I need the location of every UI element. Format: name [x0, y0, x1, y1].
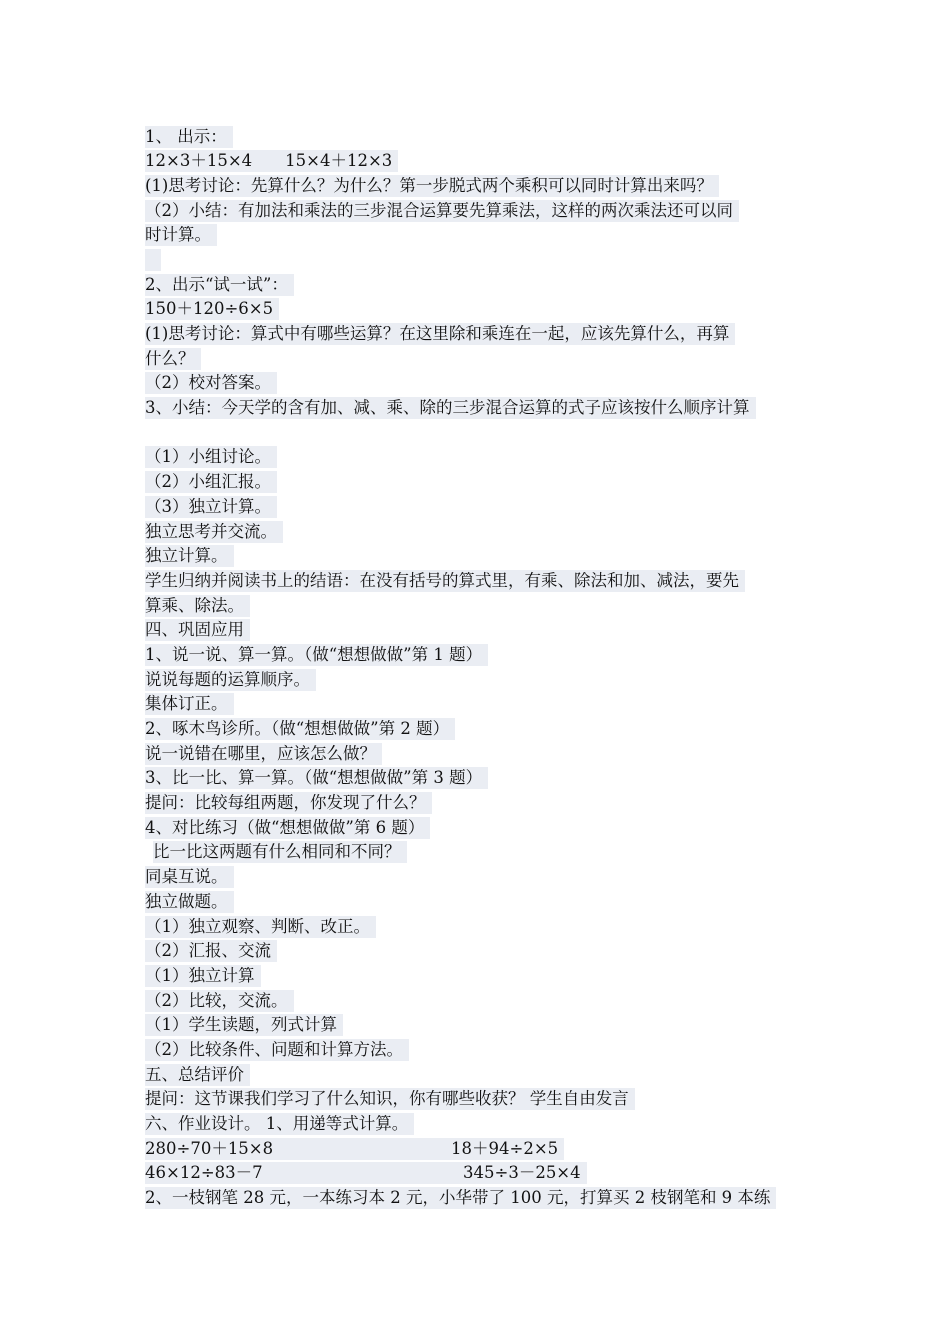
text-line — [145, 1013, 815, 1038]
line-text: 五、总结评价 — [145, 1064, 250, 1086]
text-line — [145, 568, 815, 593]
text-line — [145, 470, 815, 495]
text-line — [145, 445, 815, 470]
blank-line — [145, 247, 815, 272]
text-line — [145, 865, 815, 890]
text-line — [145, 1037, 815, 1062]
line-text: 集体订正。 — [145, 693, 234, 715]
text-line — [145, 272, 815, 297]
text-line — [145, 988, 815, 1013]
exercise-left: 46×12÷83－7 — [145, 1162, 463, 1184]
line-text: （2）小结：有加法和乘法的三步混合运算要先算乘法，这样的两次乘法还可以同 — [145, 200, 739, 222]
line-text: 独立做题。 — [145, 891, 234, 913]
text-line — [145, 1186, 815, 1211]
line-text: 什么？ — [145, 348, 201, 370]
line-text: 提问：这节课我们学习了什么知识，你有哪些收获？ 学生自由发言 — [145, 1088, 635, 1110]
text-line — [145, 914, 815, 939]
line-text: 说一说错在哪里，应该怎么做？ — [145, 743, 382, 765]
text-line — [145, 371, 815, 396]
line-text: 2、啄木鸟诊所。（做“想想做做”第 2 题） — [145, 718, 455, 740]
exercise-right-text: 345÷3－25×4 — [457, 1162, 587, 1184]
line-text: （2）小组汇报。 — [145, 471, 277, 493]
line-text: （1）独立计算 — [145, 965, 261, 987]
line-text: 1、 出示： — [145, 126, 233, 148]
line-text: 4、对比练习（做“想想做做”第 6 题） — [145, 817, 430, 839]
line-text: 比一比这两题有什么相同和不同？ — [153, 841, 407, 863]
text-line — [145, 223, 815, 248]
text-line — [145, 889, 815, 914]
text-line — [145, 494, 815, 519]
document-body — [145, 124, 815, 1210]
line-text: 提问：比较每组两题，你发现了什么？ — [145, 792, 432, 814]
text-line — [145, 791, 815, 816]
line-text: （2）汇报、交流 — [145, 940, 277, 962]
text-line — [145, 519, 815, 544]
line-text: (1)思考讨论：先算什么？为什么？第一步脱式两个乘积可以同时计算出来吗？ — [145, 175, 719, 197]
text-line — [145, 173, 815, 198]
line-text: 说说每题的运算顺序。 — [145, 669, 316, 691]
line-text: （1）学生读题，列式计算 — [145, 1014, 343, 1036]
line-text: （1）小组讨论。 — [145, 446, 277, 468]
line-text: 1、说一说、算一算。（做“想想做做”第 1 题） — [145, 644, 488, 666]
text-line — [145, 692, 815, 717]
line-text: 学生归纳并阅读书上的结语：在没有括号的算式里，有乘、除法和加、减法，要先 — [145, 570, 745, 592]
line-text: 12×3＋15×4 15×4＋12×3 — [145, 150, 398, 172]
text-line — [145, 297, 815, 322]
line-text: 同桌互说。 — [145, 866, 234, 888]
exercise-right-text: 18＋94÷2×5 — [451, 1138, 564, 1160]
line-text: 3、比一比、算一算。（做“想想做做”第 3 题） — [145, 767, 488, 789]
section-heading — [145, 1062, 815, 1087]
line-text: （2）比较条件、问题和计算方法。 — [145, 1039, 409, 1061]
line-text: 2、出示“试一试”： — [145, 274, 294, 296]
text-line — [145, 667, 815, 692]
exercise-left: 280÷70＋15×8 — [145, 1138, 451, 1160]
text-line — [145, 149, 815, 174]
text-line — [145, 642, 815, 667]
line-text: （3）独立计算。 — [145, 496, 277, 518]
line-text: 四、巩固应用 — [145, 619, 250, 641]
text-line — [145, 939, 815, 964]
paragraph-gap — [145, 420, 815, 445]
line-text: 3、小结：今天学的含有加、减、乘、除的三步混合运算的式子应该按什么顺序计算 — [145, 397, 756, 419]
line-text: 独立计算。 — [145, 545, 234, 567]
text-line — [145, 717, 815, 742]
line-text: 时计算。 — [145, 224, 217, 246]
line-text: 六、作业设计。 1、用递等式计算。 — [145, 1113, 414, 1135]
exercise-row — [145, 1136, 815, 1161]
text-line — [145, 322, 815, 347]
text-line — [145, 1112, 815, 1137]
text-line — [145, 124, 815, 149]
text-line — [145, 963, 815, 988]
line-text: (1)思考讨论：算式中有哪些运算？在这里除和乘连在一起，应该先算什么，再算 — [145, 323, 735, 345]
text-line — [145, 544, 815, 569]
text-line — [145, 815, 815, 840]
line-text: 独立思考并交流。 — [145, 521, 283, 543]
text-line — [145, 741, 815, 766]
line-text: （2）校对答案。 — [145, 372, 277, 394]
text-line — [145, 198, 815, 223]
section-heading — [145, 618, 815, 643]
exercise-row — [145, 1161, 815, 1186]
line-text: （2）比较，交流。 — [145, 990, 294, 1012]
exercise-right — [457, 1161, 587, 1186]
text-line — [145, 346, 815, 371]
text-line — [145, 840, 815, 865]
text-line — [145, 766, 815, 791]
line-text: （1）独立观察、判断、改正。 — [145, 916, 376, 938]
text-line — [145, 1087, 815, 1112]
text-line — [145, 396, 815, 421]
text-line — [145, 593, 815, 618]
line-highlight — [145, 249, 161, 271]
line-text: 算乘、除法。 — [145, 595, 250, 617]
exercise-right — [451, 1136, 564, 1161]
line-text: 150＋120÷6×5 — [145, 298, 279, 320]
line-text: 2、一枝钢笔 28 元，一本练习本 2 元，小华带了 100 元，打算买 2 枝钢笔和 9 本练 — [145, 1187, 776, 1209]
